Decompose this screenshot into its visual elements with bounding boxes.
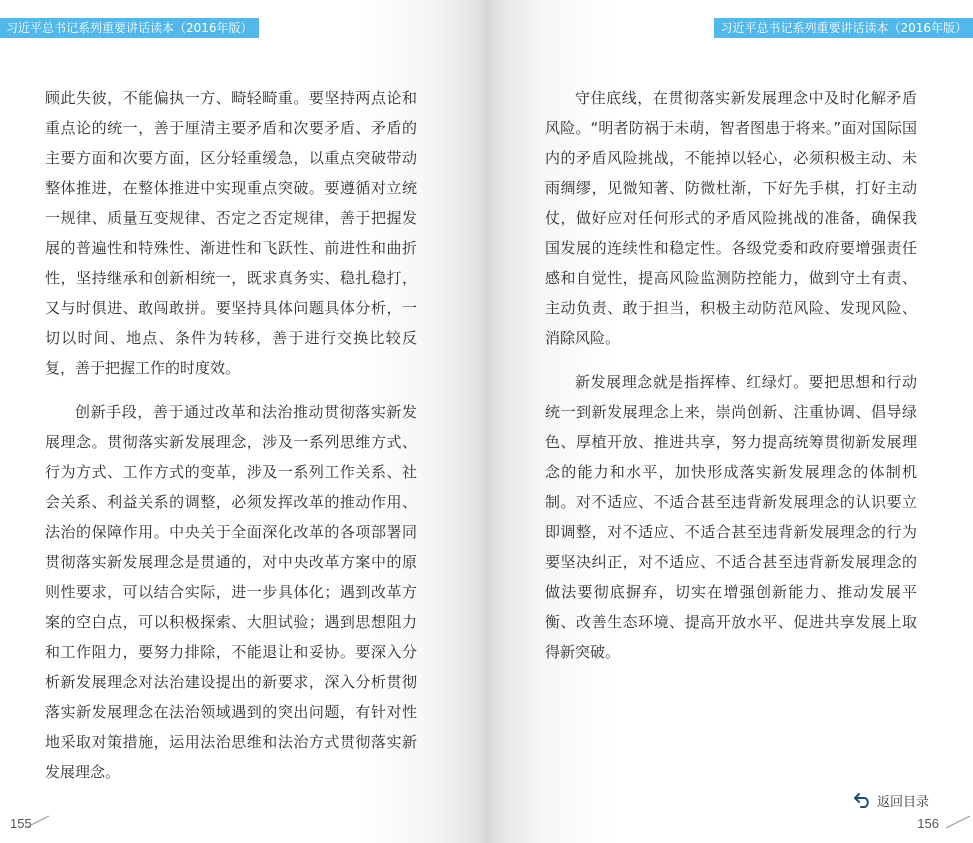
left-page-text (45, 83, 417, 801)
left-header-title: 习近平总书记系列重要讲话读本（2016年版） (0, 18, 259, 38)
page-corner-slash-icon (945, 815, 971, 829)
right-page (486, 0, 973, 843)
back-to-contents-label: 返回目录 (876, 794, 929, 810)
page-corner-slash-icon (24, 815, 50, 829)
back-to-contents-button[interactable] (853, 790, 929, 810)
return-arrow-icon (853, 792, 873, 808)
left-paragraph-1: 顾此失彼，不能偏执一方、畸轻畸重。要坚持两点论和重点论的统一，善于厘清主要矛盾和次要矛盾、矛盾的主要方面和次要方面，区分轻重缓急，以重点突破带动整体推进，在整体推进中实现重点突破。要遵循对立统一规律、质量互变规律、否定之否定规律，善于把握发展的普遍性和特殊性、渐进性和飞跃性、前进性和曲折性，坚持继承和创新相统一，既求真务实、稳扎稳打，又与时俱进、敢闯敢拼。要坚持具体问题具体分析，一切以时间、地点、条件为转移，善于进行交换比较反复，善于把握工作的时度效。 (45, 89, 417, 377)
right-paragraph-2: 新发展理念就是指挥棒、红绿灯。要把思想和行动统一到新发展理念上来，崇尚创新、注重协调、倡导绿色、厚植开放、推进共享，努力提高统筹贯彻新发展理念的能力和水平，加快形成落实新发展理念的体制机制。对不适应、不适合甚至违背新发展理念的认识要立即调整，对不适应、不适合甚至违背新发展理念的行为要坚决纠正，对不适应、不适合甚至违背新发展理念的做法要彻底摒弃，切实在增强创新能力、推动发展平衡、改善生态环境、提高开放水平、促进共享发展上取得新突破。 (545, 373, 917, 661)
right-page-number: 156 (917, 816, 939, 831)
left-page-number: 155 (10, 816, 32, 831)
left-page (0, 0, 486, 843)
left-paragraph-2: 创新手段，善于通过改革和法治推动贯彻落实新发展理念。贯彻落实新发展理念，涉及一系列思维方式、行为方式、工作方式的变革，涉及一系列工作关系、社会关系、利益关系的调整，必须发挥改革的推动作用、法治的保障作用。中央关于全面深化改革的各项部署同贯彻落实新发展理念是贯通的，对中央改革方案中的原则性要求，可以结合实际，进一步具体化；遇到改革方案的空白点，可以积极探索、大胆试验；遇到思想阻力和工作阻力，要努力排除，不能退让和妥协。要深入分析新发展理念对法治建设提出的新要求，深入分析贯彻落实新发展理念在法治领域遇到的突出问题，有针对性地采取对策措施，运用法治思维和法治方式贯彻落实新发展理念。 (45, 403, 417, 781)
right-header-title: 习近平总书记系列重要讲话读本（2016年版） (714, 18, 973, 38)
right-page-text (545, 83, 917, 681)
right-paragraph-1: 守住底线，在贯彻落实新发展理念中及时化解矛盾风险。“明者防祸于未萌，智者图患于将来。”面对国际国内的矛盾风险挑战，不能掉以轻心，必须积极主动、未雨绸缪，见微知著、防微杜渐，下好先手棋，打好主动仗，做好应对任何形式的矛盾风险挑战的准备，确保我国发展的连续性和稳定性。各级党委和政府要增强责任感和自觉性，提高风险监测防控能力，做到守土有责、主动负责、敢于担当，积极主动防范风险、发现风险、消除风险。 (545, 89, 917, 347)
